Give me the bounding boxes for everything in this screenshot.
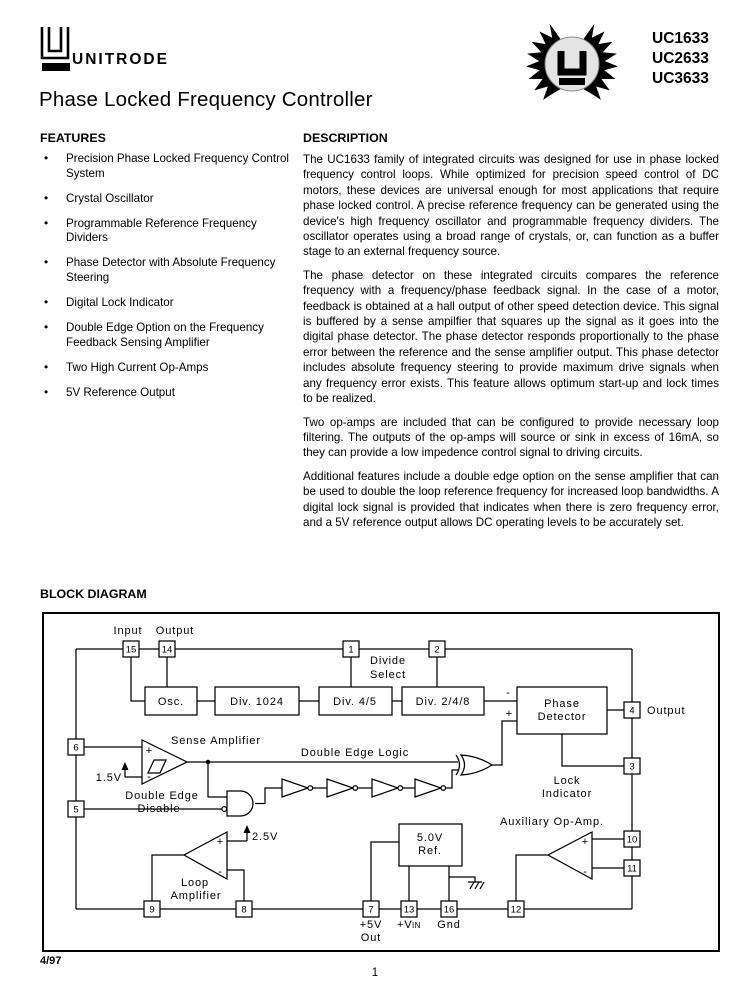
svg-text:1: 1 [348, 644, 354, 656]
double-edge-logic-label: Double Edge Logic [300, 747, 410, 759]
description-paragraph: The UC1633 family of integrated circuits was designed for use in phase locked frequency control loops. While optimized for precision speed control of DC motors, these devices are universal enough for most applications that require phase locked control. A precise reference frequency can be generated using the device's high frequency oscillator and programmable frequency dividers. The oscillator operates using a broad range of crystals, or, can function as a buffer stage to an external frequency source. [303, 153, 719, 259]
inverter-4 [415, 779, 446, 797]
plus5v-out-label: +5V [359, 919, 383, 931]
div-1024-block [215, 687, 299, 715]
ref-5v-block [399, 824, 462, 866]
plus5v-out-label: Out [360, 932, 382, 944]
feature-item [40, 296, 298, 311]
feature-item [40, 217, 298, 246]
bullet-icon: • [44, 190, 49, 205]
ref-arrow-icon [122, 762, 129, 770]
phase-detector-minus: - [506, 687, 510, 699]
feature-text: Programmable Reference Frequency Dividers [66, 216, 257, 245]
svg-text:Detector: Detector [537, 711, 587, 723]
svg-text:4: 4 [629, 705, 635, 717]
feature-text: Double Edge Option on the Frequency Feedback Sensing Amplifier [66, 321, 264, 349]
sense-amplifier-label: Sense Amplifier [171, 735, 261, 747]
svg-text:13: 13 [403, 904, 415, 916]
pin-box-5 [68, 801, 84, 817]
unitrode-logo [40, 26, 70, 72]
invert-bubble-icon [222, 807, 227, 812]
block-diagram [42, 612, 720, 952]
double-edge-disable-label: Disable [137, 803, 181, 815]
feature-item [40, 152, 298, 181]
divide-select-label: Divide [370, 655, 406, 667]
lock-indicator-label: Indicator [541, 788, 593, 800]
svg-text:Osc.: Osc. [157, 696, 185, 708]
pin-box-6 [68, 739, 84, 755]
svg-text:5.0V: 5.0V [416, 832, 444, 844]
svg-text:14: 14 [161, 644, 173, 656]
part-numbers [652, 29, 709, 89]
svg-text:11: 11 [627, 863, 637, 875]
svg-text:12: 12 [510, 904, 522, 916]
pin-box-12 [508, 901, 524, 917]
invert-bubble-icon [308, 786, 313, 791]
svg-text:6: 6 [73, 742, 79, 754]
svg-text:+: + [216, 836, 224, 848]
invert-bubble-icon [353, 786, 358, 791]
feature-item [40, 321, 298, 350]
feature-item [40, 386, 298, 401]
svg-text:Div. 4/5: Div. 4/5 [333, 696, 377, 708]
svg-text:Div. 1024: Div. 1024 [230, 696, 284, 708]
junction-dot [206, 760, 211, 765]
feature-text: 5V Reference Output [66, 386, 175, 400]
svg-text:3: 3 [629, 761, 635, 773]
feature-text: Precision Phase Locked Frequency Control System [66, 152, 289, 180]
output-top-label: Output [155, 625, 195, 637]
brand-name: UNITRODE [72, 51, 169, 68]
phase-detector-block [517, 687, 607, 734]
pin-box-16 [441, 901, 457, 917]
pin-box-13 [401, 901, 417, 917]
pin-box-3 [624, 758, 640, 774]
unitrode-seal [515, 16, 631, 112]
pin-box-8 [236, 901, 252, 917]
features-section [40, 131, 298, 411]
feature-text: Phase Detector with Absolute Frequency Steering [66, 256, 276, 285]
description-paragraph: Additional features include a double edge option on the sense amplifier that can be used to double the loop reference frequency for increased loop bandwidths. A digital lock signal is provided that indicates when there is zero frequency error, and a 5V reference output allows DC operating levels to be accurately set. [303, 469, 719, 529]
aux-opamp [548, 832, 592, 879]
svg-text:Div. 2/4/8: Div. 2/4/8 [415, 696, 471, 708]
vin-label: +V [397, 919, 413, 931]
bullet-icon: • [44, 320, 49, 335]
pin-box-7 [363, 901, 379, 917]
phase-detector-plus: + [505, 708, 513, 720]
pin-box-2 [429, 641, 445, 657]
svg-text:5: 5 [73, 804, 79, 816]
ground-icon [468, 882, 484, 889]
double-edge-disable-label: Double Edge [125, 790, 199, 802]
loop-amplifier-label: Loop [180, 877, 210, 889]
feature-item [40, 192, 298, 207]
osc-block [145, 687, 197, 715]
svg-text:+: + [581, 836, 589, 848]
pin-box-15 [123, 641, 139, 657]
svg-text:16: 16 [443, 904, 455, 916]
feature-item [40, 256, 298, 285]
pin-box-14 [159, 641, 175, 657]
aux-opamp-label: Auxiliary Op-Amp. [500, 816, 604, 828]
ref-arrow-icon [244, 825, 251, 833]
part-number: UC3633 [652, 70, 709, 87]
div-4-5-block [319, 687, 392, 715]
invert-bubble-icon [441, 786, 446, 791]
lock-indicator-label: Lock [553, 775, 581, 787]
feature-text: Two High Current Op-Amps [66, 360, 209, 374]
xor-gate [456, 755, 492, 775]
divide-select-label: Select [370, 669, 406, 681]
bullet-icon: • [44, 385, 49, 400]
inverter-2 [327, 779, 358, 797]
svg-text:2: 2 [434, 644, 440, 656]
part-number: UC1633 [652, 30, 709, 47]
bullet-icon: • [44, 359, 49, 374]
svg-text:7: 7 [368, 904, 374, 916]
pin-box-1 [343, 641, 359, 657]
features-heading: FEATURES [40, 131, 106, 145]
part-number: UC2633 [652, 50, 709, 67]
page-title: Phase Locked Frequency Controller [39, 88, 373, 111]
description-heading: DESCRIPTION [303, 131, 388, 145]
pin-box-4 [624, 702, 640, 718]
svg-text:+: + [145, 745, 153, 757]
gnd-label: Gnd [437, 919, 461, 931]
output-right-label: Output [647, 705, 686, 717]
svg-text:Phase: Phase [544, 698, 580, 710]
svg-text:10: 10 [626, 834, 638, 846]
page-number: 1 [371, 967, 379, 979]
invert-bubble-icon [398, 786, 403, 791]
svg-text:9: 9 [149, 904, 155, 916]
and-gate [222, 791, 253, 816]
div-2-4-8-block [402, 687, 484, 715]
bullet-icon: • [44, 295, 49, 310]
description-paragraph: The phase detector on these integrated circuits compares the reference frequency with a frequency/phase feedback signal. In the case of a motor, feedback is obtained at a hall output of other speed detection device. This signal is buffered by a sense ampilfier that squares up the signal as it goes into the digital phase detector. The phase detector responds proportionally to the phase error between the reference and the sense amplifier output. This phase detector includes absolute frequency steering to provide maximum drive signals when any frequency error exists. This feature allows optimum start-up and lock times to be realized. [303, 268, 719, 406]
block-diagram-heading: BLOCK DIAGRAM [40, 587, 147, 601]
description-paragraph: Two op-amps are included that can be configured to provide necessary loop filtering. The outputs of the op-amps will source or sink in excess of 16mA, so they can provide a low impedence control signal to driving circuits. [303, 415, 719, 460]
svg-text:8: 8 [241, 904, 247, 916]
input-label: Input [113, 625, 143, 637]
date-code: 4/97 [40, 955, 62, 967]
pin-box-11 [624, 860, 640, 876]
inverter-1 [282, 779, 313, 797]
svg-text:-: - [147, 771, 151, 783]
feature-item [40, 361, 298, 376]
svg-text:15: 15 [125, 644, 137, 656]
description-section [303, 131, 719, 538]
bullet-icon: • [44, 215, 49, 230]
svg-text:-: - [218, 866, 222, 878]
svg-text:Ref.: Ref. [418, 845, 442, 857]
feature-text: Crystal Oscillator [66, 191, 154, 205]
loop-amplifier-opamp [184, 832, 227, 879]
bullet-icon: • [44, 151, 49, 165]
svg-text:-: - [583, 866, 587, 878]
pin-box-9 [144, 901, 160, 917]
pin-box-10 [624, 831, 640, 847]
inverter-3 [372, 779, 403, 797]
feature-text: Digital Lock Indicator [66, 296, 174, 310]
ref-2v5-label: 2.5V [252, 831, 279, 843]
vin-label-sub: IN [412, 921, 421, 930]
ref-1v5-label: 1.5V [95, 772, 122, 784]
bullet-icon: • [44, 255, 49, 270]
loop-amplifier-label: Amplifier [170, 890, 222, 902]
